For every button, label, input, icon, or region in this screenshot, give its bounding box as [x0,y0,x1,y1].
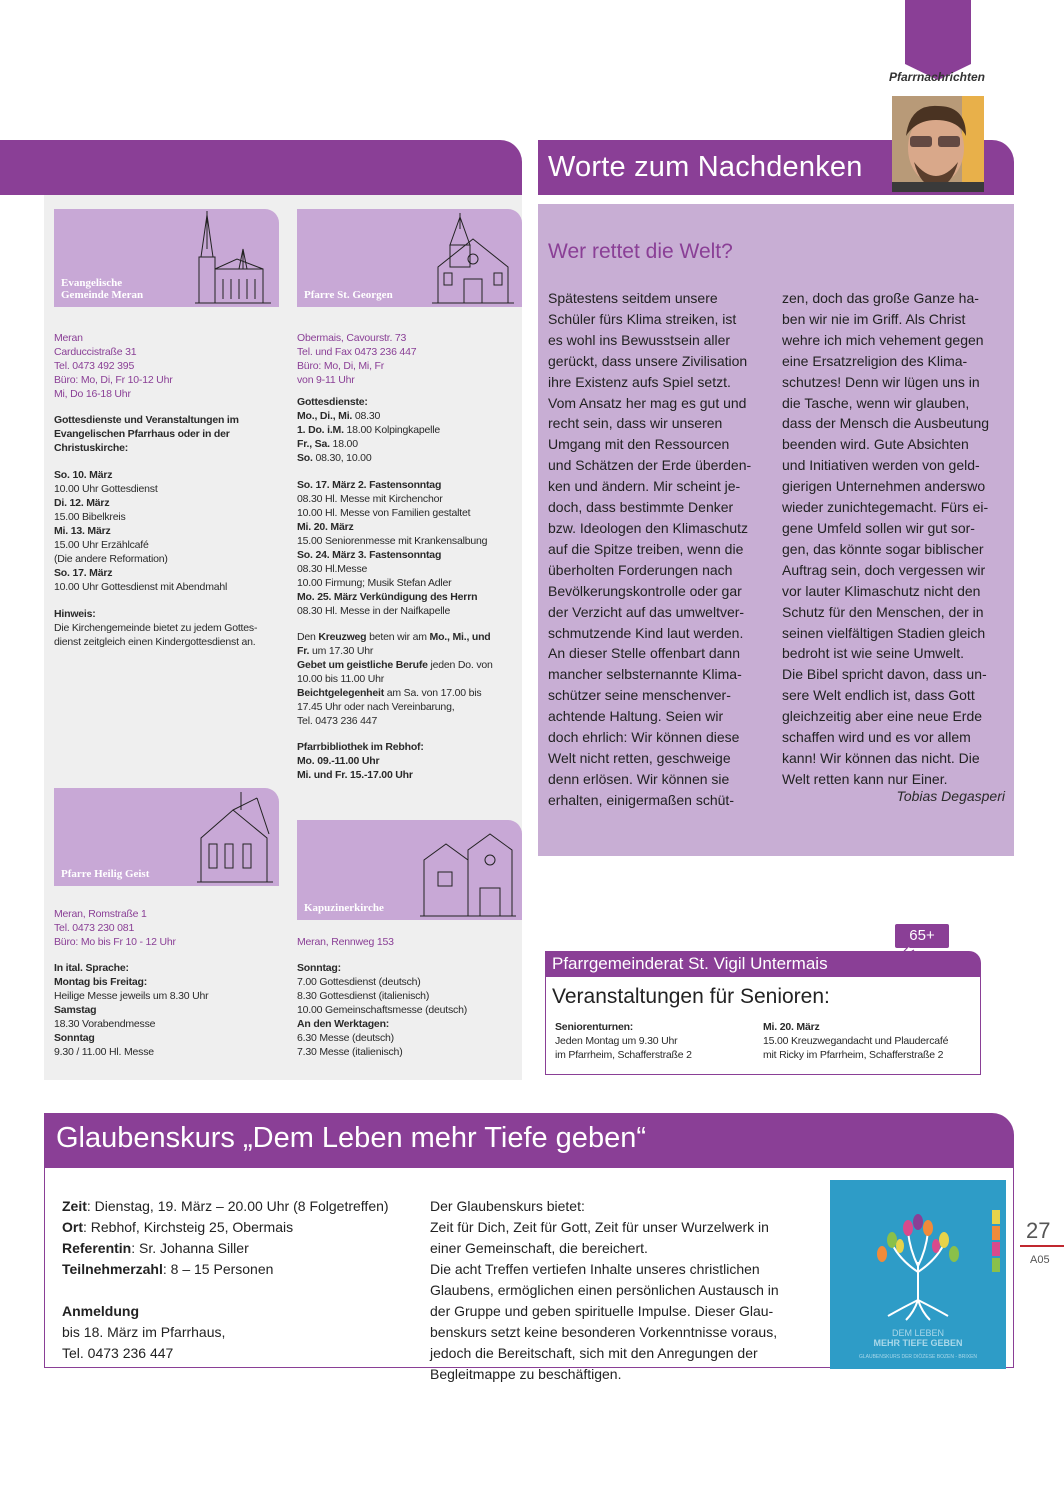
course-book-cover [830,1180,1006,1369]
text-line: der Gruppe und geben spirituelle Impulse. Dieser Glau- [430,1303,774,1319]
mass-line: 9.30 / 11.00 Hl. Messe [54,1046,154,1058]
text: Tel. 0473 236 447 [297,715,378,727]
text-line: gerückt, dass unsere Zivilisation [548,352,748,369]
page-number-rule [1020,1245,1064,1247]
contact-line: Obermais, Cavourstr. 73 [297,332,407,344]
text-line: einer Gemeinschaft, die bereichert. [430,1240,648,1256]
detail-label: Ort [62,1219,83,1235]
mass-time: 08.30, 10.00 [312,452,372,464]
text: Kreuzweg [318,631,367,643]
text-line: Die acht Treffen vertiefen Inhalte unseres christlichen [430,1261,760,1277]
text-line: Die Bibel spricht davon, dass un- [782,666,987,683]
worte-title: Worte zum Nachdenken [548,151,863,183]
pgr-event-left [555,1020,692,1062]
event-list [54,468,279,594]
registration-label: Anmeldung [62,1303,139,1319]
text-line: Vom Ansatz her mag es gut und [548,394,747,411]
detail-label: Zeit [62,1198,87,1214]
text-line: Welt nicht retten, geschweige [548,749,731,766]
event-line: 10.00 Firmung; Musik Stefan Adler [297,577,452,589]
glaubenskurs-title: Glaubenskurs „Dem Leben mehr Tiefe geben“ [56,1122,646,1154]
contact-line: von 9-11 Uhr [297,374,355,386]
text-line: Schutz für den Menschen, der in [782,603,984,620]
mass-title: Sonntag [54,1032,95,1044]
pgr-event-line: Jeden Montag um 9.30 Uhr [555,1035,678,1047]
text-line: seinen vielfältigen Stadien gleich [782,624,986,641]
section-label: Pfarrnachrichten [888,70,985,84]
page-code: A05 [1030,1254,1050,1266]
book-title-line: MEHR TIEFE GEBEN [873,1338,963,1348]
note-title: Hinweis: [54,608,96,620]
text-line: vor lauter Klimaschutz nicht den [782,582,981,599]
library-line: Mi. und Fr. 15.-17.00 Uhr [297,769,413,781]
contact-line: Tel. 0473 492 395 [54,360,135,372]
text: 10.00 bis 11.00 Uhr [297,673,385,685]
detail-value: : Dienstag, 19. März – 20.00 Uhr (8 Folgetreffen) [86,1198,389,1214]
event-line: 10.00 Uhr Gottesdienst [54,483,158,495]
pgr-title: Pfarrgemeinderat St. Vigil Untermais [552,954,828,973]
contact-line: Meran, Romstraße 1 [54,908,147,920]
pgr-event-right [763,1020,948,1062]
event-line: 15.00 Uhr Erzählcafé [54,539,149,551]
library-info [297,740,522,782]
text-line: jedoch die Bereitschaft, sich mit den Anregungen der [430,1345,758,1361]
glaubenskurs-description [430,1196,779,1385]
text-line: gierigen Unternehmen anderswo [782,478,986,495]
event-date: Mo. 25. März Verkündigung des Herrn [297,591,478,603]
event-line: 15.00 Seniorenmesse mit Krankensalbung [297,535,488,547]
contact-block [297,331,522,387]
age-badge: 65+ [895,924,949,948]
pgr-event-line: im Pfarrheim, Schafferstraße 2 [555,1049,692,1061]
text-line: Der Glaubenskurs bietet: [430,1198,585,1214]
book-title-line: DEM LEBEN [891,1328,944,1338]
pgr-event-line: 15.00 Kreuzwegandacht und Plaudercafé [763,1035,949,1047]
text-line: dass der Mensch die Ausbeutung [782,415,990,432]
text-line: der Verzicht auf das umweltver- [548,603,745,620]
mass-times [297,395,522,465]
church-drawing-icon [197,788,273,884]
text-line: doch, dass bestimmte Denker [548,499,734,516]
worte-column-2 [782,288,1002,790]
text-line: gene Umfeld sollen wir gut sor- [782,519,975,536]
text: beten wir am [366,631,430,643]
text-line: ihre Existenz aufs Spiel setzt. [548,373,731,390]
text: Beichtgelegenheit [297,687,385,699]
text-line: Schüler fürs Klima streiken, ist [548,310,737,327]
text: jeden Do. von [427,659,493,671]
author-name: Tobias Degasperi [896,788,1005,804]
text-line: es wohl ins Bewusstsein aller [548,331,731,348]
text: Gebet um geistliche Berufe [297,659,428,671]
text-line: schutzes! Denn wir lügen uns in [782,373,980,390]
text-line: An dieser Stelle offenbart dann [548,645,740,662]
text-line: mancher selbsternannte Klima- [548,666,742,683]
contact-block [297,935,522,949]
event-list [297,478,522,618]
church-name: Evangelische [61,277,123,289]
event-line: 08.30 Hl.Messe [297,563,368,575]
note-line: Die Kirchengemeinde bietet zu jedem Gottes- [54,622,258,634]
text-line: schaffen wird und es vor allem [782,729,971,746]
contact-line: Tel. 0473 230 081 [54,922,135,934]
event-date: So. 17. März [54,567,113,579]
registration-line: bis 18. März im Pfarrhaus, [62,1324,226,1340]
church-name: Pfarre Heilig Geist [61,868,150,880]
mass-title: Sonntag: [297,962,341,974]
mass-time: 08.30 [352,410,381,422]
mass-line: 7.00 Gottesdienst (deutsch) [297,976,421,988]
text-line: beenden wird. Gute Absichten [782,436,969,453]
text-line: doch ehrlich: Wir können diese [548,729,740,746]
library-title: Pfarrbibliothek im Rebhof: [297,741,424,753]
contact-line: Tel. und Fax 0473 236 447 [297,346,417,358]
detail-label: Referentin [62,1240,132,1256]
event-date: Di. 12. März [54,497,110,509]
portrait-photo-icon [892,96,984,192]
contact-line: Büro: Mo, Di, Fr 10-12 Uhr [54,374,173,386]
event-line: (Die andere Reformation) [54,553,168,565]
event-date: So. 24. März 3. Fastensonntag [297,549,442,561]
mass-day: Fr., Sa. [297,438,330,450]
church-info-st-georgen [297,331,522,782]
text-line: recht sein, dass wir unseren [548,415,723,432]
text-line: Glaubens, ermöglichen einen persönlichen Austausch in [430,1282,779,1298]
text-line: achtende Haltung. Seien wir [548,708,724,725]
contact-line: Mi, Do 16-18 Uhr [54,388,131,400]
note-line: dienst zeitgleich einen Kindergottesdienst an. [54,636,256,648]
text-line: sere Welt endlich ist, dass Gott [782,687,975,704]
text: 17.45 Uhr oder nach Vereinbarung, [297,701,455,713]
text-line: überholten Forderungen nach [548,561,733,578]
extra-info [297,630,522,728]
church-info-heilig-geist [54,907,279,1059]
event-line: 10.00 Uhr Gottesdienst mit Abendmahl [54,581,228,593]
pgr-event-title: Seniorenturnen: [555,1021,634,1033]
contact-block [54,331,279,401]
text-line: wehre ich mich vehement gegen [782,331,984,348]
text-line: Welt retten kann nur Einer. [782,770,948,787]
mass-title: Samstag [54,1004,97,1016]
event-line: 10.00 Hl. Messe von Familien gestaltet [297,507,471,519]
event-line: 15.00 Bibelkreis [54,511,126,523]
church-name: Gemeinde Meran [61,289,144,301]
church-drawing-icon [193,209,273,305]
church-drawing-icon [420,822,516,918]
text-line: bzw. Ideologen den Klimaschutz [548,519,749,536]
pgr-subtitle: Veranstaltungen für Senioren: [552,985,830,1008]
mass-time: 18.00 Kolpingkapelle [343,424,441,436]
mass-line: 7.30 Messe (italienisch) [297,1046,403,1058]
text-line: Umgang mit den Ressourcen [548,436,730,453]
event-date: So. 10. März [54,469,113,481]
text-line: Bevölkerungskontrolle oder gar [548,582,742,599]
text-line: zen, doch das große Ganze ha- [782,290,979,306]
author-portrait [892,96,984,192]
mass-times-title: Gottesdienste: [297,396,368,408]
pgr-event-title: Mi. 20. März [763,1021,820,1033]
church-card-evangelisch [54,209,279,307]
registration-line: Tel. 0473 236 447 [62,1345,174,1361]
text-line: ken und ändern. Mir scheint je- [548,478,741,495]
mass-day: 1. Do. i.M. [297,424,344,436]
church-card-st-georgen [297,209,522,307]
note [54,607,279,649]
intro-text: Gottesdienste und Veranstaltungen im Evangelischen Pfarrhaus oder in der Christuskirche: [54,414,239,454]
page-number: 27 [1026,1218,1051,1243]
worte-column-1 [548,288,768,811]
text: Mo., Mi., und [429,631,491,643]
text-line: Auftrag sein, doch vergessen wir [782,561,986,578]
glaubenskurs-details [62,1196,389,1364]
top-tab [905,0,971,64]
text-line: auf die Spitze treiben, wenn die [548,540,744,557]
text-line: benskurs setzt keine besonderen Vorkenntnisse voraus, [430,1324,778,1340]
text-line: gleichzeitig aber eine neue Erde [782,708,983,725]
text-line: gen, das könnte sogar biblischer [782,540,984,557]
detail-value: : Rebhof, Kirchsteig 25, Obermais [83,1219,294,1235]
text: Den [297,631,319,643]
contact-block [54,907,279,949]
text-line: die Tasche, wenn wir glauben, [782,394,970,411]
text-line: schützer seine menschenver- [548,687,731,704]
church-card-kapuziner [297,820,522,920]
mass-line: 18.30 Vorabendmesse [54,1018,156,1030]
contact-line: Meran [54,332,83,344]
event-date: Mi. 13. März [54,525,111,537]
worte-heading: Wer rettet die Welt? [548,240,733,263]
church-name: Pfarre St. Georgen [304,289,393,301]
event-date: Mi. 20. März [297,521,354,533]
mass-line: 8.30 Gottesdienst (italienisch) [297,990,430,1002]
text: am Sa. von 17.00 bis [384,687,482,699]
mass-day: Mo., Di., Mi. [297,410,353,422]
book-subtitle: GLAUBENSKURS DER DIÖZESE BOZEN - BRIXEN [858,1354,978,1360]
mass-title: In ital. Sprache: [54,962,129,974]
mass-time: 18.00 [329,438,358,450]
church-info-kapuziner [297,935,522,1059]
text-line: ben wir nie im Griff. Als Christ [782,310,966,327]
event-date: So. 17. März 2. Fastensonntag [297,479,442,491]
mass-title: An den Werktagen: [297,1018,390,1030]
contact-line: Carduccistraße 31 [54,346,137,358]
text-line: erhalten, einigermaßen schüt- [548,791,734,808]
text-line: Zeit für Dich, Zeit für Gott, Zeit für unser Wurzelwerk in [430,1219,769,1235]
event-line: 08.30 Hl. Messe mit Kirchenchor [297,493,443,505]
library-line: Mo. 09.-11.00 Uhr [297,755,380,767]
mass-day: So. [297,452,313,464]
pgr-event-line: mit Ricky im Pfarrheim, Schafferstraße 2 [763,1049,944,1061]
detail-value: : 8 – 15 Personen [162,1261,274,1277]
text-line: und Schätzen der Erde überden- [548,457,752,474]
text-line: denn erlösen. Wir können sie [548,770,730,787]
church-drawing-icon [430,209,516,305]
contact-line: Büro: Mo, Di, Mi, Fr [297,360,385,372]
text: um 17.30 Uhr [309,645,374,657]
mass-line: 6.30 Messe (deutsch) [297,1032,394,1044]
church-info-evangelisch [54,331,279,649]
mass-line: 10.00 Gemeinschaftsmesse (deutsch) [297,1004,468,1016]
text-line: bedroht ist wie seine Umwelt. [782,645,965,662]
event-line: 08.30 Hl. Messe in der Naifkapelle [297,605,451,617]
text-line: und Initiativen werden von geld- [782,457,980,474]
text-line: Spätestens seitdem unsere [548,290,718,306]
detail-value: : Sr. Johanna Siller [131,1240,249,1256]
church-name: Kapuzinerkirche [304,902,384,914]
text-line: schmutzende Kind laut werden. [548,624,744,641]
contact-line: Büro: Mo bis Fr 10 - 12 Uhr [54,936,176,948]
mass-times [54,961,279,1059]
mass-line: Heilige Messe jeweils um 8.30 Uhr [54,990,209,1002]
text-line: eine Ersatzreligion des Klima- [782,352,968,369]
text: Fr. [297,645,310,657]
contact-line: Meran, Rennweg 153 [297,936,394,948]
church-card-heilig-geist [54,788,279,886]
left-header-bar [0,140,522,195]
mass-title: Montag bis Freitag: [54,976,148,988]
text-line: kann! Wir können das nicht. Die [782,749,980,766]
mass-times [297,961,522,1059]
text-line: wieder zunichtegemacht. Fürs ei- [782,499,989,516]
text-line: Begleitmappe zu beschäftigen. [430,1366,622,1382]
detail-label: Teilnehmerzahl [62,1261,163,1277]
